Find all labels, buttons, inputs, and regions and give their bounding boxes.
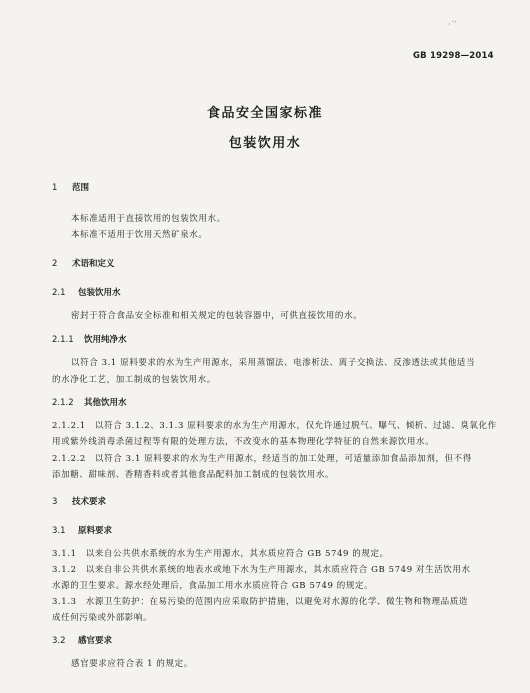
section-title: 饮用纯净水 xyxy=(84,335,127,345)
section-title: 技术要求 xyxy=(72,497,107,507)
section-2-heading xyxy=(52,257,115,269)
section-number: 3.2 xyxy=(52,636,66,646)
section-2-1-1-line-2: 的水净化工艺，加工制成的包装饮用水。 xyxy=(52,375,216,385)
section-3-heading xyxy=(52,495,106,507)
section-1-paragraph-1: 本标准适用于直接饮用的包装饮用水。 xyxy=(71,214,226,224)
section-title: 其他饮用水 xyxy=(84,398,127,408)
section-number: 2 xyxy=(52,259,58,269)
section-number: 1 xyxy=(52,183,58,193)
section-title: 感官要求 xyxy=(78,636,113,646)
section-2-1-paragraph: 密封于符合食品安全标准和相关规定的包装容器中，可供直接饮用的水。 xyxy=(71,311,363,321)
document-title: 食品安全国家标准 xyxy=(206,106,323,121)
section-3-2-paragraph: 感官要求应符合表 1 的规定。 xyxy=(71,659,193,669)
section-2-1-2-2-line-2: 添加糖、甜味剂、香精香料或者其他食品配料加工制成的包装饮用水。 xyxy=(52,470,335,480)
section-3-1-2-line-1: 3.1.2 以来自非公共供水系统的地表水或地下水为生产用源水，其水质应符合 GB 5749 对生活饮用水 xyxy=(52,565,471,575)
section-2-1-1-heading xyxy=(52,333,127,345)
section-2-1-2-1-line-2: 用或紫外线消毒杀菌过程等有限的处理方法，不改变水的基本物理化学特征的自然来源饮用水。 xyxy=(52,437,435,447)
section-3-1-2-line-2: 水源的卫生要求。源水经处理后，食品加工用水水质应符合 GB 5749 的规定。 xyxy=(52,581,374,591)
scan-mark: ·´′ xyxy=(448,20,457,29)
section-number: 2.1.2 xyxy=(52,398,74,408)
section-2-1-2-2-line-1: 2.1.2.2 以符合 3.1 原料要求的水为生产用源水，经适当的加工处理，可适量添加食品添加剂，但不得 xyxy=(52,454,472,464)
section-number: 3.1 xyxy=(52,526,66,536)
section-3-1-1-paragraph: 3.1.1 以来自公共供水系统的水为生产用源水，其水质应符合 GB 5749 的规定。 xyxy=(52,549,389,559)
section-title: 术语和定义 xyxy=(72,259,115,269)
document-subtitle: 包装饮用水 xyxy=(228,136,302,151)
section-title: 范围 xyxy=(72,183,90,193)
section-2-1-1-line-1: 以符合 3.1 原料要求的水为生产用源水，采用蒸馏法、电渗析法、离子交换法、反渗透法或其他适当 xyxy=(71,358,476,368)
section-1-paragraph-2: 本标准不适用于饮用天然矿泉水。 xyxy=(71,230,208,240)
section-number: 2.1.1 xyxy=(52,335,74,345)
section-number: 2.1 xyxy=(52,288,66,298)
section-title: 原料要求 xyxy=(78,526,113,536)
section-3-1-3-line-1: 3.1.3 水源卫生防护：在易污染的范围内应采取防护措施，以避免对水源的化学、微生物和物理品质造 xyxy=(52,597,468,607)
section-3-1-heading xyxy=(52,524,112,536)
section-2-1-2-1-line-1: 2.1.2.1 以符合 3.1.2、3.1.3 原料要求的水为生产用源水，仅允许通过脱气、曝气、倾析、过滤、臭氧化作 xyxy=(52,421,497,431)
section-number: 3 xyxy=(52,497,58,507)
section-2-1-2-heading xyxy=(52,396,127,408)
section-3-2-heading xyxy=(52,634,112,646)
section-1-heading xyxy=(52,181,89,193)
section-2-1-heading xyxy=(52,286,121,298)
section-title: 包装饮用水 xyxy=(78,288,121,298)
section-3-1-3-line-2: 成任何污染或外部影响。 xyxy=(52,613,153,623)
standard-code: GB 19298—2014 xyxy=(413,51,494,61)
